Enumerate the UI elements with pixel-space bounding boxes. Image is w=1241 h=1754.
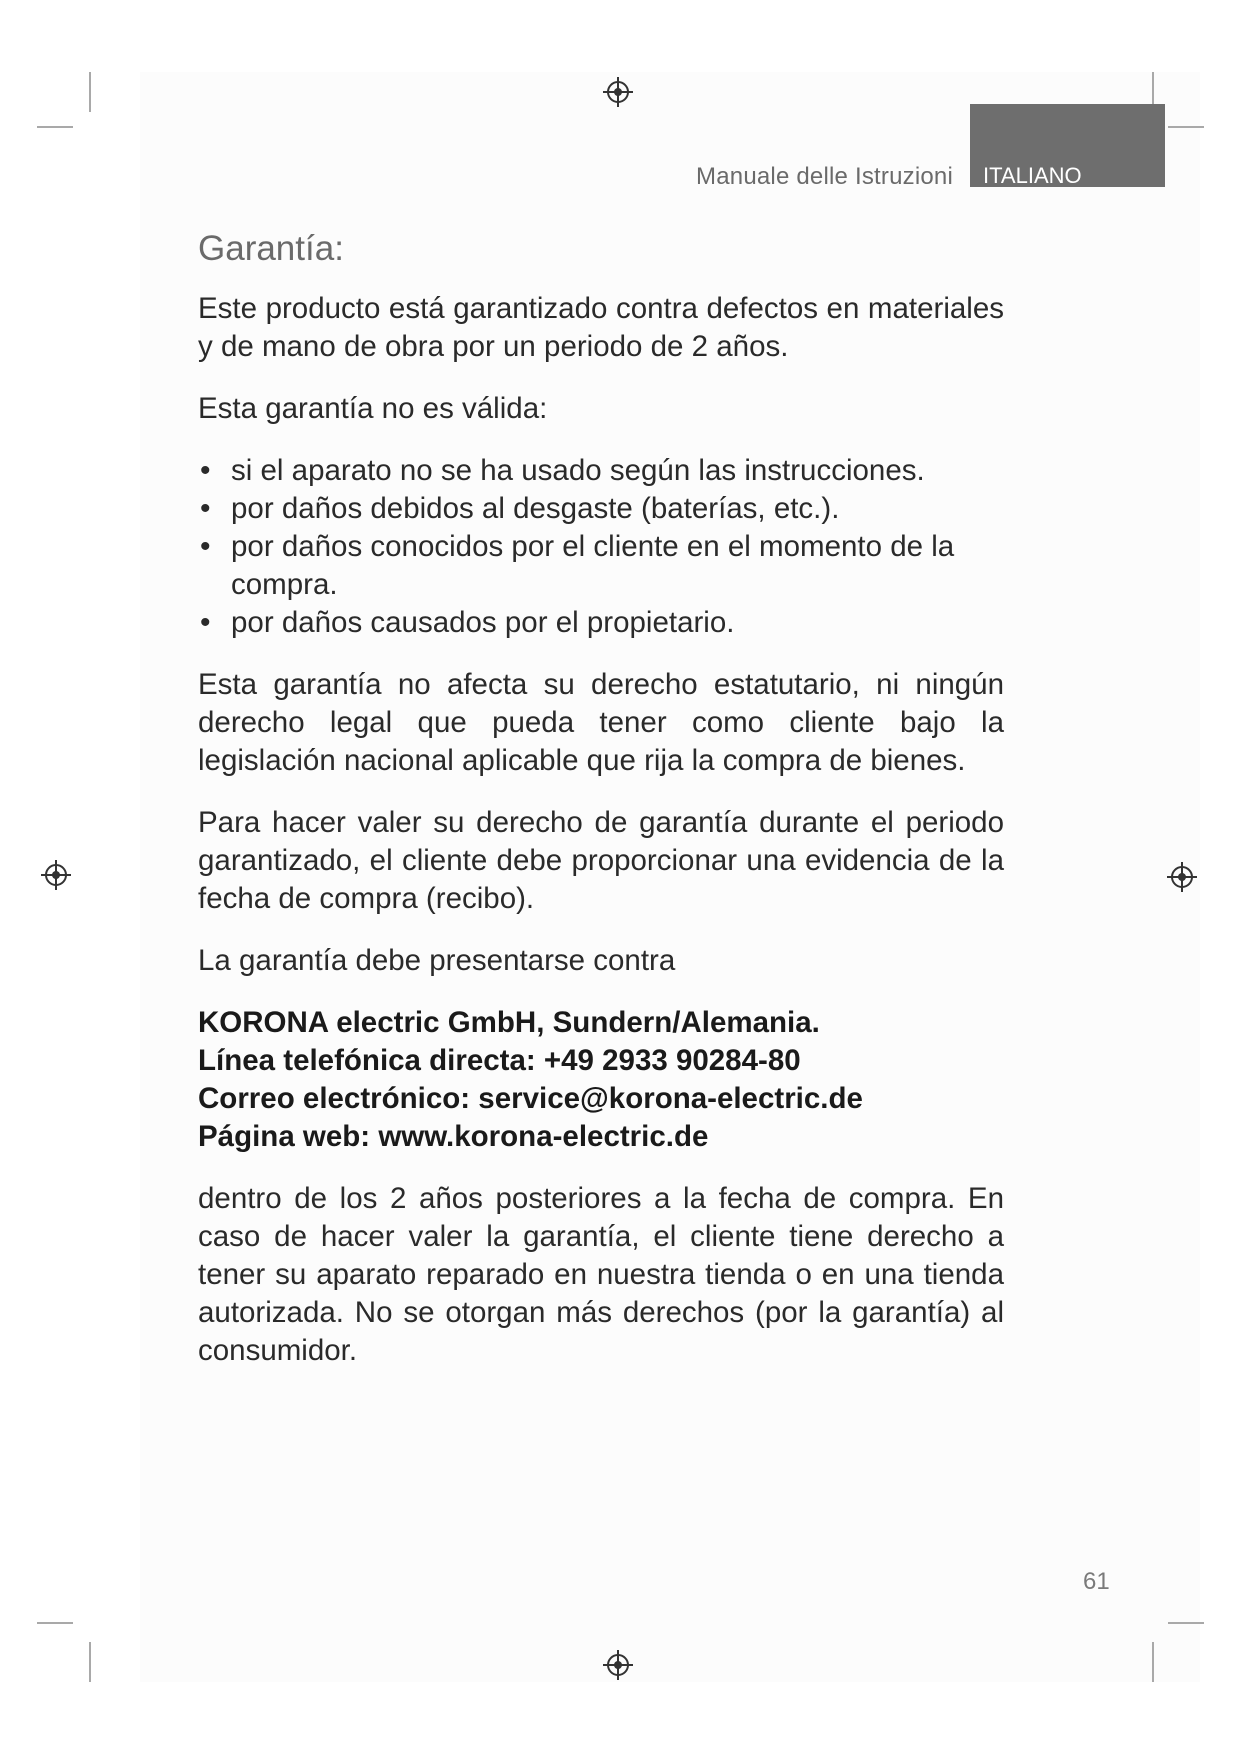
registration-mark-left-icon: [41, 860, 71, 890]
crop-mark-top-right-horizontal: [1168, 126, 1204, 128]
section-title: Garantía:: [198, 229, 344, 268]
proof-of-purchase-paragraph: Para hacer valer su derecho de garantía durante el periodo garantizado, el cliente debe proporcionar una evidencia de la fecha de compra (recibo).: [198, 806, 1004, 915]
intro-paragraph: Este producto está garantizado contra defectos en materiales y de mano de obra por un periodo de 2 años.: [198, 292, 1004, 363]
company-website: Página web: www.korona-electric.de: [198, 1120, 709, 1153]
crop-mark-top-left-vertical: [89, 72, 91, 112]
crop-mark-bottom-right-vertical: [1152, 1642, 1154, 1682]
list-item: • si el aparato no se ha usado según las instrucciones.: [198, 452, 1004, 490]
bullet-icon: •: [200, 454, 211, 487]
present-to-paragraph: La garantía debe presentarse contra: [198, 944, 676, 977]
company-phone: Línea telefónica directa: +49 2933 90284-80: [198, 1044, 801, 1077]
statutory-rights-paragraph: Esta garantía no afecta su derecho estatutario, ni ningún derecho legal que pueda tener como cliente bajo la legislación nacional aplicable que rija la compra de bienes.: [198, 668, 1004, 777]
registration-mark-right-icon: [1167, 862, 1197, 892]
exclusions-list: [198, 452, 1004, 642]
list-item: • por daños causados por el propietario.: [198, 604, 1004, 642]
registration-mark-top-icon: [603, 77, 633, 107]
crop-mark-bottom-right-horizontal: [1168, 1622, 1204, 1624]
language-tab-label: ITALIANO: [983, 163, 1082, 188]
bullet-icon: •: [200, 492, 211, 525]
bullet-icon: •: [200, 530, 211, 563]
company-email: Correo electrónico: service@korona-electric.de: [198, 1082, 863, 1115]
warranty-section: [198, 222, 1004, 1394]
closing-paragraph: dentro de los 2 años posteriores a la fecha de compra. En caso de hacer valer la garantía, el cliente tiene derecho a tener su aparato reparado en nuestra tienda o en una tienda autorizada. No se otorgan más derechos (por la garantía) al consumidor.: [198, 1182, 1004, 1367]
crop-mark-bottom-left-horizontal: [37, 1622, 73, 1624]
company-contact-block: [198, 1004, 1004, 1156]
list-item: • por daños debidos al desgaste (baterías, etc.).: [198, 490, 1004, 528]
crop-mark-top-left-horizontal: [37, 126, 73, 128]
registration-mark-bottom-icon: [603, 1650, 633, 1680]
page-number: 61: [1083, 1568, 1110, 1595]
not-valid-label: Esta garantía no es válida:: [198, 392, 548, 425]
bullet-icon: •: [200, 606, 211, 639]
manual-title: Manuale delle Istruzioni: [696, 163, 953, 190]
company-name: KORONA electric GmbH, Sundern/Alemania.: [198, 1006, 820, 1039]
list-item: • por daños conocidos por el cliente en el momento de la compra.: [200, 530, 955, 601]
crop-mark-bottom-left-vertical: [89, 1642, 91, 1682]
